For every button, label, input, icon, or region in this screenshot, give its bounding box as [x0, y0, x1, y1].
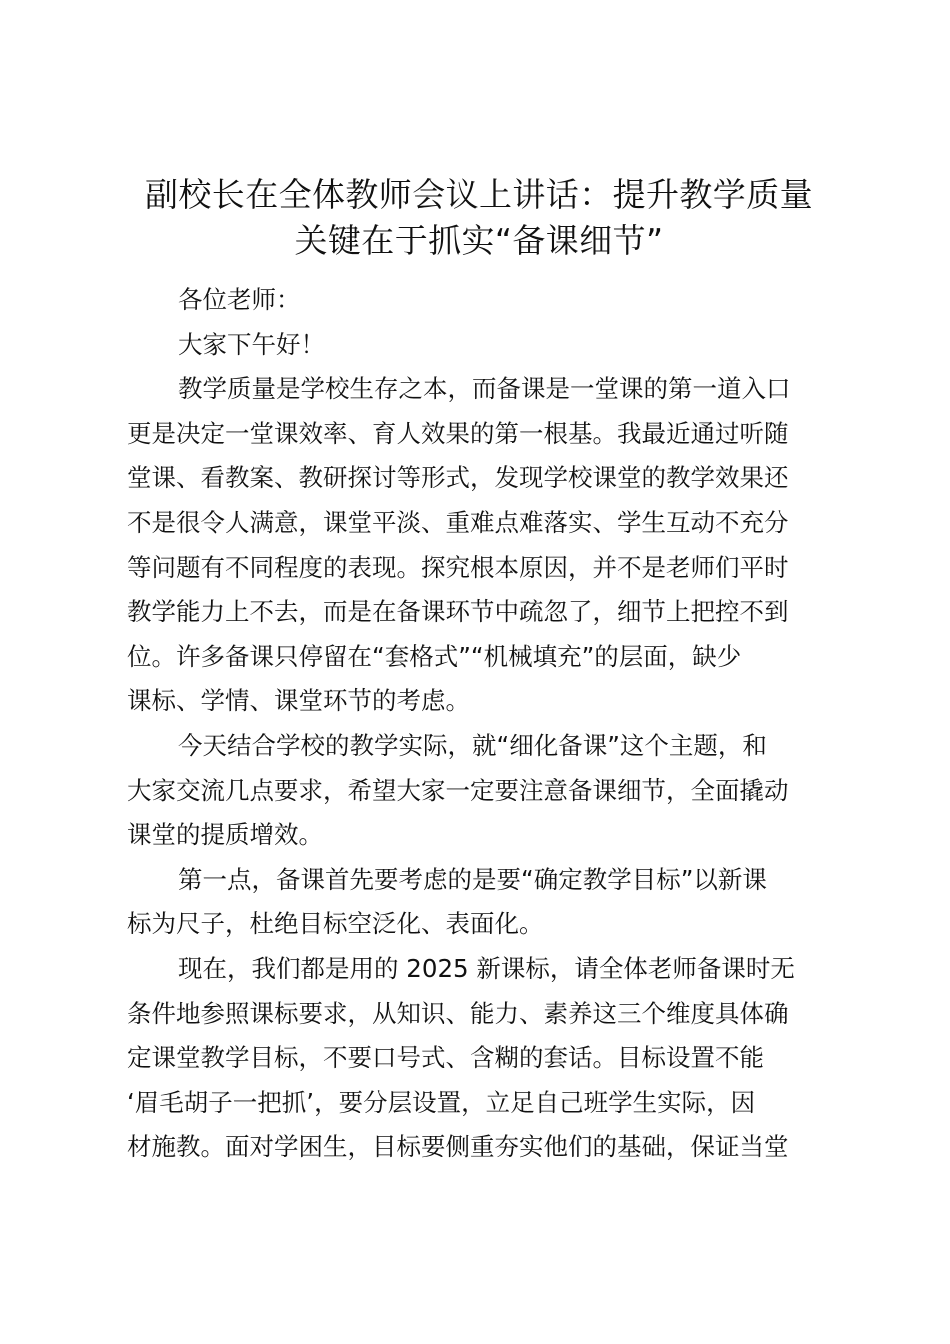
title-line-2: 关键在于抓实“备课细节”: [294, 221, 664, 260]
paragraph-line: 堂课、看教案、教研探讨等形式，发现学校课堂的教学效果还: [127, 463, 789, 493]
paragraph-line: 条件地参照课标要求，从知识、能力、素养这三个维度具体确: [127, 998, 789, 1028]
paragraph-line: 今天结合学校的教学实际，就“细化备课”这个主题，和: [178, 730, 767, 760]
paragraph-line: ‘眉毛胡子一把抓’，要分层设置，立足自己班学生实际，因: [127, 1087, 756, 1117]
paragraph-line: 大家交流几点要求，希望大家一定要注意备课细节，全面撬动: [127, 775, 789, 805]
paragraph-line: 教学质量是学校生存之本，而备课是一堂课的第一道入口: [178, 374, 791, 404]
paragraph-line: 教学能力上不去，而是在备课环节中疏忽了，细节上把控不到: [127, 597, 789, 627]
paragraph-line: 更是决定一堂课效率、育人效果的第一根基。我最近通过听随: [127, 418, 789, 448]
paragraph-line: 标为尺子，杜绝目标空泛化、表面化。: [127, 909, 544, 939]
greeting: 大家下午好！: [178, 329, 325, 359]
paragraph-line: 课堂的提质增效。: [127, 820, 323, 850]
salutation: 各位老师：: [178, 285, 301, 314]
paragraph-line: 位。许多备课只停留在“套格式”“机械填充”的层面，缺少: [127, 641, 742, 671]
paragraph-line: 材施教。面对学困生，目标要侧重夯实他们的基础，保证当堂: [127, 1132, 789, 1162]
paragraph-line: 等问题有不同程度的表现。探究根本原因，并不是老师们平时: [127, 552, 789, 582]
paragraph-line: 现在，我们都是用的 2025 新课标，请全体老师备课时无: [178, 953, 795, 983]
document-title: [118, 172, 840, 264]
paragraph-line: 不是很令人满意，课堂平淡、重难点难落实、学生互动不充分: [127, 507, 789, 537]
paragraph-line: 课标、学情、课堂环节的考虑。: [127, 686, 470, 716]
document-body: [127, 278, 835, 1170]
paragraph-line: 定课堂教学目标，不要口号式、含糊的套话。目标设置不能: [127, 1043, 764, 1073]
title-line-1: 副校长在全体教师会议上讲话：提升教学质量: [145, 175, 813, 214]
paragraph-line: 第一点，备课首先要考虑的是要“确定教学目标”以新课: [178, 864, 767, 894]
